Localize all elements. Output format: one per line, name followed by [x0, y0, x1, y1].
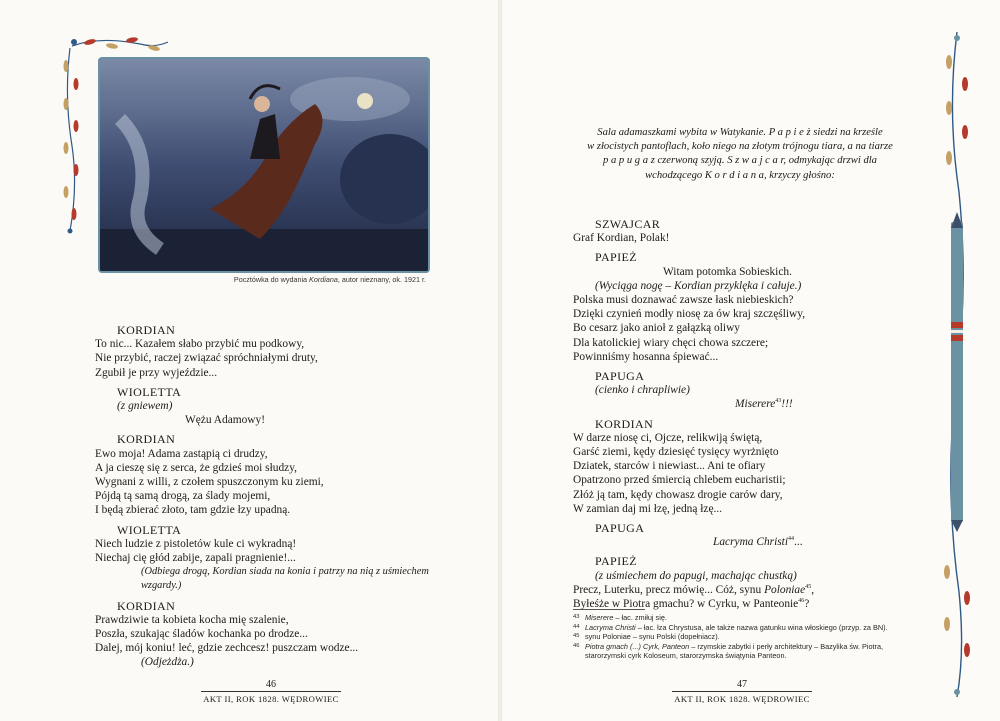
running-head: AKT II, ROK 1828. WĘDROWIEC	[672, 691, 812, 705]
caption-text-end: , autor nieznany, ok. 1921 r.	[337, 275, 426, 284]
footnote	[573, 632, 910, 642]
footnote-number: 43	[573, 614, 580, 620]
speaker-name: PAPUGA	[595, 521, 645, 536]
footnote-term: Miserere	[585, 613, 614, 622]
verse-line: Pójdą tą samą drogą, za ślady mojemi,	[95, 490, 271, 503]
verse-line: I będą zbierać złoto, tam gdzie łzy upadną.	[95, 504, 291, 517]
left-folio	[171, 679, 371, 705]
speaker-name: WIOLETTA	[117, 384, 182, 399]
speaker-name: KORDIAN	[595, 416, 654, 431]
verse-line-part: ?	[804, 598, 810, 611]
illustration-caption	[98, 275, 426, 284]
verse-line-part: !!!	[781, 398, 793, 411]
scene-description	[560, 126, 920, 183]
verse-line: Dziatek, starców i niewiast... Ani te ofiary	[573, 460, 766, 473]
verse-line-part: ,	[811, 583, 815, 596]
footnote-ref: 46	[798, 598, 805, 605]
right-folio	[642, 679, 842, 705]
speaker-name: PAPIEŻ	[595, 250, 637, 265]
verse-line: Bo cesarz jako anioł z gałązką oliwy	[573, 322, 740, 335]
verse-line	[573, 397, 923, 411]
verse-line	[573, 535, 923, 549]
footnote-text: – łac. łza Chrystusa, ale także nazwa gatunku wina włoskiego (przyp. za BN).	[635, 622, 888, 632]
verse-line: Powinniśmy hosanna śpiewać...	[573, 350, 719, 363]
right-drama-text	[573, 212, 923, 611]
speaker-name: PAPUGA	[595, 369, 645, 384]
verse-line: Wężu Adamowy!	[185, 414, 266, 427]
verse-line-part: Precz, Luterku, precz mówię... Cóż, synu	[573, 583, 765, 596]
verse-line-part: ...	[794, 536, 803, 549]
footnote-number: 44	[573, 623, 580, 630]
caption-text: Pocztówka do wydania	[233, 275, 310, 284]
stage-direction: (Odbiega drogą, Kordian siada na konia i patrzy na nią z uśmiechem	[141, 566, 429, 578]
footnote	[573, 613, 910, 623]
footnote-text: – łac. zmiłuj się.	[613, 613, 667, 622]
footnote-ref: 45	[805, 584, 812, 591]
page-number: 47	[737, 679, 747, 690]
footnote	[573, 642, 910, 661]
page-number: 46	[266, 679, 276, 690]
rider-horse-image	[100, 59, 428, 271]
footnote-ref: 44	[788, 536, 794, 543]
stage-direction: (z uśmiechem do papugi, machając chustką)	[595, 569, 797, 582]
floral-ornament-right	[935, 32, 979, 697]
speaker-name: SZWAJCAR	[595, 217, 661, 231]
stage-direction: (Wyciąga nogę – Kordian przyklęka i całuje.)	[595, 279, 802, 292]
verse-line: Poszła, szukając śladów kochanka po drodze...	[95, 628, 308, 641]
verse-line: Polska musi doznawać zawsze łask niebieskich?	[573, 294, 794, 307]
scene-description-line: p a p u g a z czerwoną szyją. S z w a j c a r, odmykając drzwi dla	[603, 155, 877, 167]
footnote-text: synu Poloniae – synu Polski (dopełniacz).	[585, 632, 720, 642]
footnote	[573, 623, 910, 633]
verse-line: Ewo moja! Adama zastąpią ci drudzy,	[95, 447, 268, 460]
verse-line: W zamian daj mi łzę, jedną łzę...	[573, 502, 723, 515]
verse-line: Opatrzono przed śmiercią chlebem eucharistii;	[573, 474, 786, 487]
verse-line: Garść ziemi, kędy dziesięć tysięcy wyrżnięto	[573, 446, 779, 459]
stage-direction: (Odjeżdża.)	[141, 656, 194, 669]
scene-description-line: wchodzącego K o r d i a n a, krzyczy głośno:	[645, 169, 835, 181]
scene-description-line: w złocistych pantoflach, koło niego na złotym trójnogu tiara, a na tiarze	[587, 141, 893, 153]
verse-line: Niech ludzie z pistoletów kule ci wykradną!	[95, 537, 297, 550]
verse-line: Złóż ją tam, kędy chowasz drogie carów dary,	[573, 488, 783, 501]
speaker-name: KORDIAN	[117, 598, 176, 613]
speaker-name: WIOLETTA	[117, 522, 182, 537]
verse-line: Wygnani z willi, z czołem spuszczonym ku ziemi,	[95, 476, 324, 489]
scene-description-line: Sala adamaszkami wybita w Watykanie. P a p i e ż siedzi na krześle	[597, 127, 883, 138]
verse-line-part: ? w Cyrku, w Panteonie	[689, 598, 799, 611]
verse-line: Dalej, mój koniu! leć, gdzie zechcesz! puszczam wodze...	[95, 642, 359, 655]
running-head: AKT II, ROK 1828. WĘDROWIEC	[201, 691, 341, 705]
stage-direction: (cienko i chrapliwie)	[595, 384, 690, 397]
verse-line: Niechaj cię głód zabije, zapali pragnienie!...	[95, 552, 296, 565]
stage-direction: (z gniewem)	[117, 400, 173, 413]
verse-line	[573, 583, 923, 597]
footnote-term: Lacryma Christi	[585, 622, 636, 632]
verse-line: Prawdziwie ta kobieta kocha mię szalenie,	[95, 613, 289, 626]
verse-line: Nie przybić, raczej związać spróchniałymi druty,	[95, 352, 318, 365]
stage-direction: wzgardy.)	[141, 580, 182, 592]
footnotes	[573, 609, 910, 661]
verse-line: Zgubił je przy wyjeździe...	[95, 366, 218, 379]
verse-line: Dzięki czynień modły niosę za ów kraj szczęśliwy,	[573, 308, 806, 321]
caption-title: Kordiana	[309, 275, 338, 284]
verse-line: To nic... Kazałem słabo przybić mu podkowy,	[95, 338, 305, 351]
footnote-number: 45	[573, 633, 580, 640]
verse-line: Graf Kordian, Polak!	[573, 232, 670, 245]
footnote-ref: 43	[775, 398, 782, 405]
footnote-term: Piotra gmach (...) Cyrk, Panteon	[585, 641, 690, 651]
verse-line: Witam potomka Sobieskich.	[663, 265, 792, 278]
verse-line: W darze niosę ci, Ojcze, relikwiją świętą,	[573, 431, 763, 444]
verse-line-part: Byłeśże w Piotra gmachu	[573, 598, 690, 611]
verse-line-part: Lacryma Christi	[713, 536, 788, 549]
footnote-number: 46	[573, 642, 580, 649]
speaker-name: KORDIAN	[117, 432, 176, 447]
speaker-name: PAPIEŻ	[595, 554, 637, 569]
speaker-name: KORDIAN	[117, 323, 176, 337]
left-drama-text	[95, 318, 445, 670]
postcard-illustration	[98, 57, 430, 273]
verse-line-part: Miserere	[735, 398, 776, 411]
verse-line: A ja cieszę się z serca, że gdzieś moi słudzy,	[95, 461, 297, 474]
verse-line: Dla katolickiej wiary chęci chowa szczere;	[573, 336, 769, 349]
footnote-rule	[573, 609, 645, 610]
book-gutter	[498, 0, 502, 721]
footnote-text: – rzymskie zabytki i perły architektury – Bazylika św. Piotra, starorzymski cyrk Koloseum, starorzymska świątynia Panteon.	[585, 641, 884, 661]
verse-line-part: Poloniae	[764, 583, 806, 596]
